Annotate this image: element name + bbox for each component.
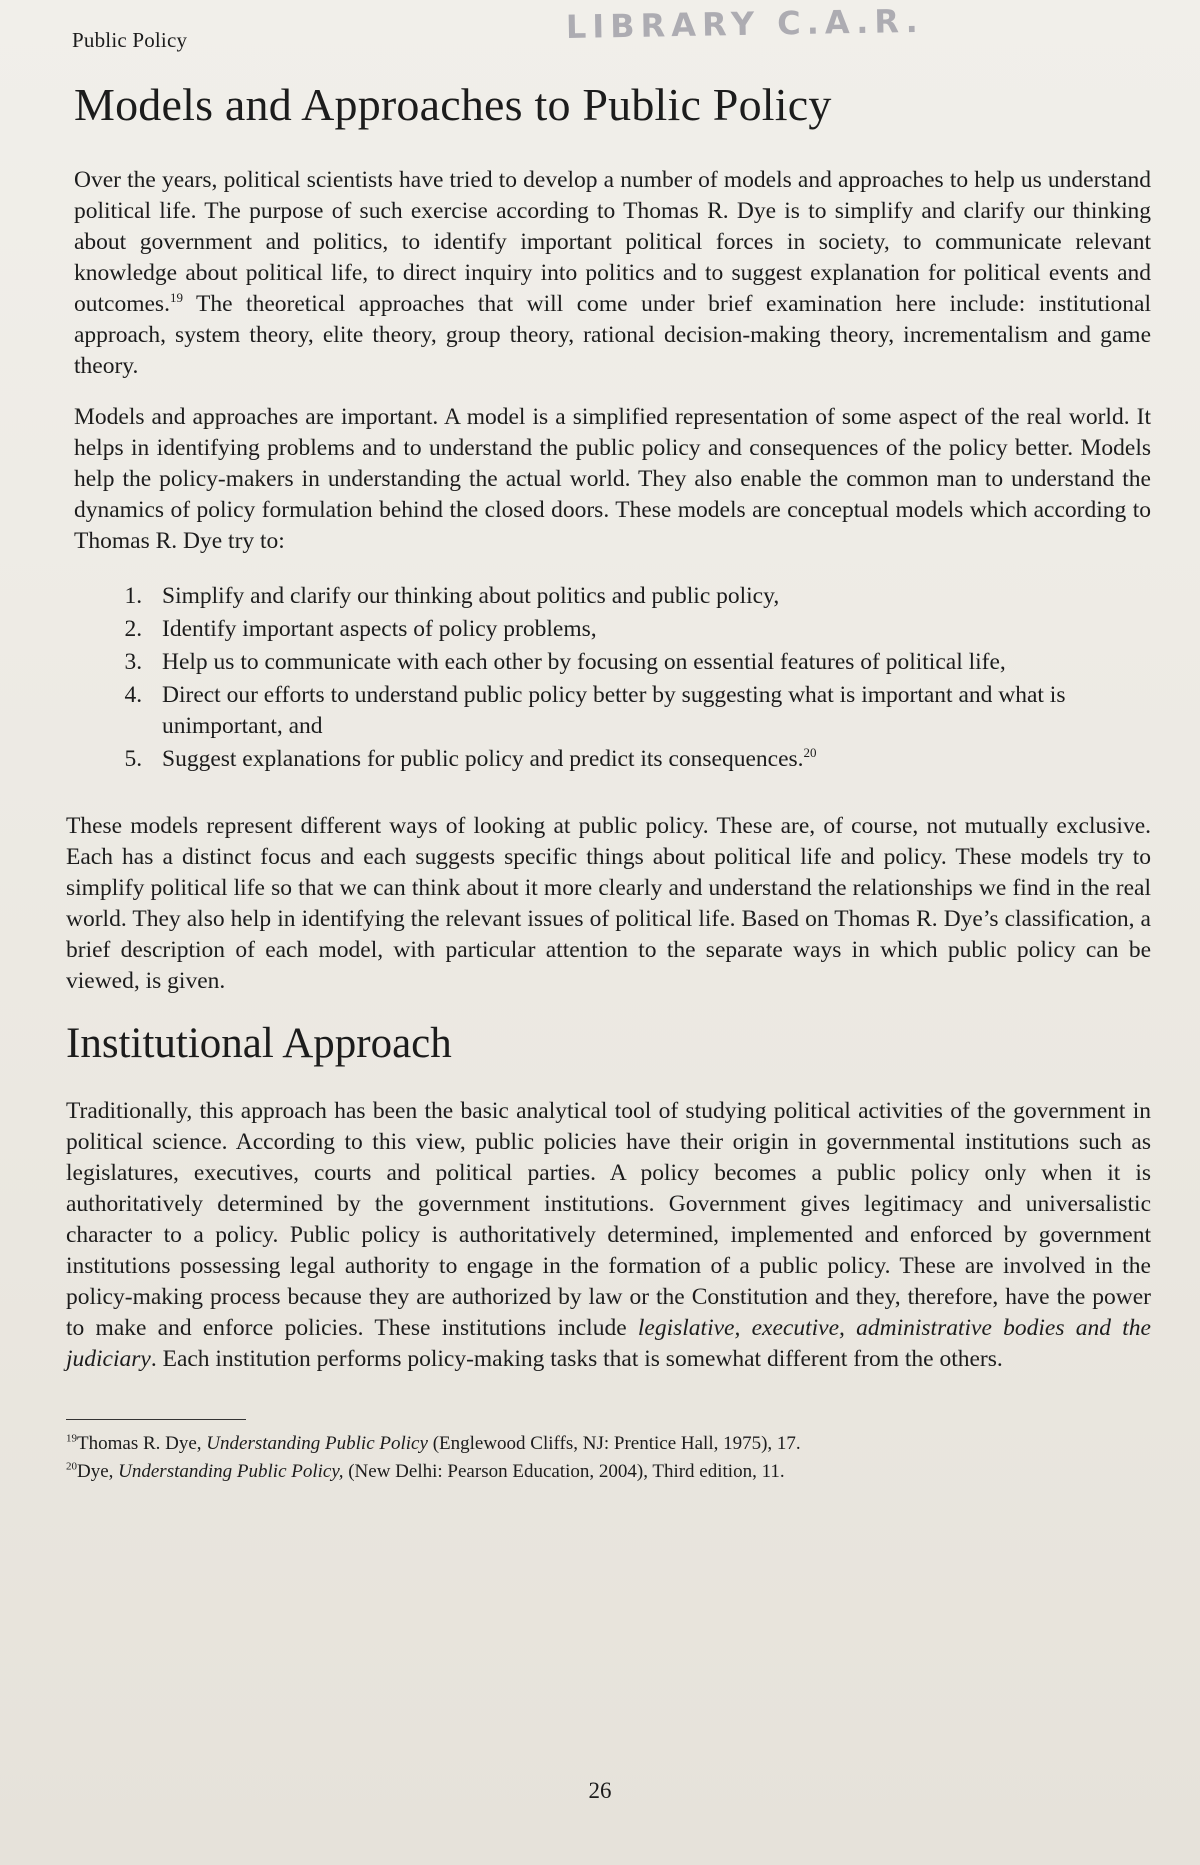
page-title: Models and Approaches to Public Policy bbox=[74, 79, 832, 130]
numbered-list bbox=[66, 581, 1151, 775]
section-emphasis: legislative, executive, administrative bodies and the judiciary bbox=[66, 1315, 1151, 1372]
running-head: Public Policy bbox=[72, 28, 188, 52]
list-item: 1. Simplify and clarify our thinking about politics and public policy, bbox=[148, 581, 1151, 612]
page-number: 26 bbox=[588, 1778, 612, 1803]
paragraph-text-continued: The theoretical approaches that will come under brief examination here include: institutional approach, system theory, elite theory, group theory, rational decision-making theory, incrementalism and game theory. bbox=[74, 291, 1151, 379]
list-item: 4. Direct our efforts to understand public policy better by suggesting what is important and what is unimportant, and bbox=[148, 680, 1151, 742]
footnote-author: Thomas R. Dye, bbox=[77, 1433, 207, 1454]
intro-paragraph-2: Models and approaches are important. A model is a simplified representation of some aspect of the real world. It helps in identifying problems and to understand the public policy and consequences of the policy better. Models help the policy-makers in understanding the actual world. They also enable the common man to understand the dynamics of policy formulation behind the closed doors. These models are conceptual models which according to Thomas R. Dye try to: bbox=[74, 404, 1151, 554]
footnote-details: (Englewood Cliffs, NJ: Prentice Hall, 1975), 17. bbox=[427, 1433, 801, 1454]
footnote bbox=[66, 1430, 1151, 1458]
section-heading: Institutional Approach bbox=[66, 1020, 452, 1067]
footnote-details: (New Delhi: Pearson Education, 2004), Third edition, 11. bbox=[343, 1461, 785, 1482]
list-item bbox=[148, 744, 1151, 775]
list-item: 3. Help us to communicate with each other by focusing on essential features of political life, bbox=[148, 647, 1151, 678]
library-stamp: LIBRARY C.A.R. bbox=[565, 1, 925, 47]
section-text: Traditionally, this approach has been the basic analytical tool of studying political activities of the government in political science. According to this view, public policies have their origin in governmental institutions such as legislatures, executives, courts and political parties. A policy becomes a public policy only when it is authoritatively determined by the government institutions. Government gives legitimacy and universalistic character to a policy. Public policy is authoritatively determined, implemented and enforced by government institutions possessing legal authority to engage in the formation of a public policy. These are involved in the policy-making process because they are authorized by law or the Constitution and they, therefore, have the power to make and enforce policies. These institutions include bbox=[66, 1098, 1151, 1341]
page-content bbox=[66, 78, 1151, 1486]
footnote-title: Understanding Public Policy bbox=[206, 1433, 428, 1454]
footnote-author: Dye, bbox=[77, 1461, 119, 1482]
section-text-end: . Each institution performs policy-making tasks that is somewhat different from the others. bbox=[150, 1346, 1003, 1372]
section-paragraph bbox=[66, 1096, 1151, 1375]
footnote-ref[interactable]: 20 bbox=[803, 745, 817, 761]
list-item: 2. Identify important aspects of policy problems, bbox=[148, 614, 1151, 645]
footnote-title: Understanding Public Policy, bbox=[118, 1461, 344, 1482]
closing-paragraph: These models represent different ways of looking at public policy. These are, of course, not mutually exclusive. Each has a distinct focus and each suggests specific things about political life and policy. These models try to simplify political life so that we can think about it more clearly and understand the relationships we find in the real world. They also help in identifying the relevant issues of political life. Based on Thomas R. Dye’s classification, a brief description of each model, with particular attention to the separate ways in which public policy can be viewed, is given. bbox=[66, 813, 1151, 994]
footnote-number: 19 bbox=[66, 1432, 77, 1445]
list-item-text: Suggest explanations for public policy and predict its consequences. bbox=[162, 746, 804, 772]
footnote-divider bbox=[66, 1419, 246, 1420]
intro-paragraph-1 bbox=[74, 165, 1151, 382]
footnote-number: 20 bbox=[66, 1460, 77, 1473]
footnote-ref[interactable]: 19 bbox=[169, 290, 183, 306]
footnote bbox=[66, 1458, 1151, 1486]
paragraph-text: Over the years, political scientists have tried to develop a number of models and approaches to help us understand political life. The purpose of such exercise according to Thomas R. Dye is to simplify and clarify our thinking about government and politics, to identify important political forces in society, to communicate relevant knowledge about political life, to direct inquiry into politics and to suggest explanation for political events and outcomes. bbox=[74, 167, 1151, 317]
